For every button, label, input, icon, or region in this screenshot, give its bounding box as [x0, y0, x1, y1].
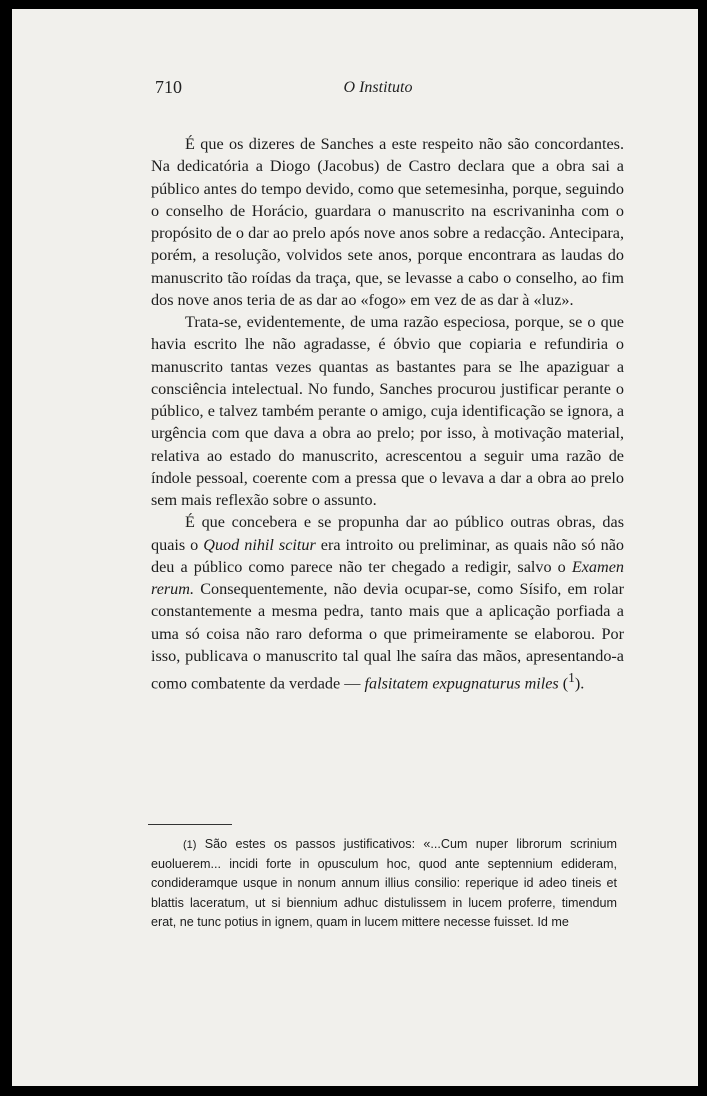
paragraph-3-text: Consequentemente, não devia ocupar-se, como Sísifo, em rolar constantemente a mesma pedra, tanto mais que a aplicação porfiada a uma só coisa não raro deforma o que primeiramente se elaborou. Por isso, publicava o manuscrito tal qual lhe saíra das mãos, apresentando-a como combatente da verdade — [151, 580, 624, 693]
paragraph-3-text: É que concebera e se propunha dar ao público outras obras, das quais o [151, 513, 624, 554]
footnote-divider [148, 824, 232, 825]
footnote-ref-open: ( [558, 674, 569, 693]
footnote-text: São estes os passos justificativos: «...Cum nuper librorum scrinium euoluerem... incidi forte in opusculum hoc, quod ante septennium edideram, condideramque usque in nonum annum illius consilio: reperique id adeo tineis et blattis laceratum, ut si biennium adhuc distulissem in lucem proferre, timendum erat, ne tunc potius in ignem, quam in lucem mittere necesse fuisset. Id me [151, 837, 617, 929]
book-title-quod-nihil-scitur: Quod nihil scitur [203, 535, 316, 554]
footnote-ref-close: ). [574, 674, 585, 693]
journal-title: O Instituto [343, 79, 413, 96]
paragraph-3 [151, 511, 624, 694]
footnote-ref-number: 1 [568, 670, 575, 685]
page-number: 710 [155, 77, 182, 97]
paragraph-2: Trata-se, evidentemente, de uma razão especiosa, porque, se o que havia escrito lhe não agradasse, é óbvio que copiaria e refundiria o manuscrito tantas vezes quantas as bastantes para se lhe apaziguar a consciência intelectual. No fundo, Sanches procurou justificar perante o público, e talvez também perante o amigo, cuja identificação se ignora, a urgência com que dava a obra ao prelo; por isso, à motivação material, relativa ao estado do manuscrito, acrescentou a seguir uma razão de índole pessoal, coerente com a pressa que o levava a dar a obra ao prelo sem mais reflexão sobre o assunto. [151, 313, 624, 509]
book-page [12, 9, 698, 1086]
book-title-examen-rerum: Examen rerum. [151, 557, 624, 598]
footnote-marker: (1) [183, 839, 197, 851]
latin-quote: falsitatem expugnaturus miles [364, 674, 559, 693]
footnote [151, 835, 617, 932]
running-head [12, 77, 698, 101]
paragraph-1: É que os dizeres de Sanches a este respeito não são concordantes. Na dedicatória a Diogo (Jacobus) de Castro declara que a obra sai a público antes do tempo devido, como que setemesinha, porque, seguindo o conselho de Horácio, guardara o manuscrito na escrivaninha com o propósito de o dar ao prelo após nove anos sobre a redacção. Antecipara, porém, a resolução, volvidos sete anos, porque encontrara as laudas do manuscrito tão roídas da traça, que, se levasse a cabo o conselho, ao fim dos nove anos teria de as dar ao «fogo» em vez de as dar à «luz». [151, 135, 624, 309]
body-text [151, 133, 624, 695]
paragraph-3-text: era introito ou preliminar, as quais não só não deu a público como parece não ter chegado a redigir, salvo o [151, 535, 624, 576]
